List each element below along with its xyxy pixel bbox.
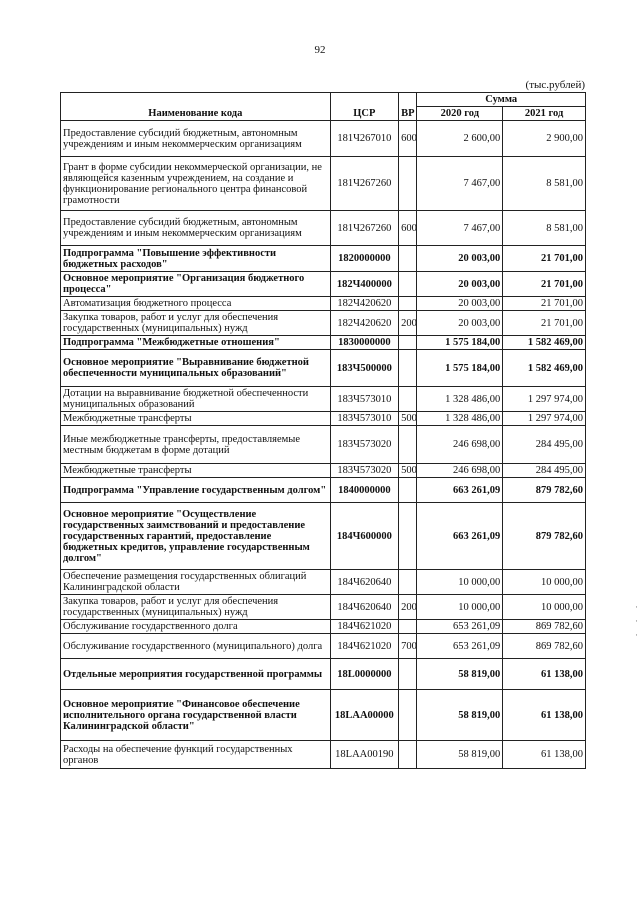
row-2021: 21 701,00 <box>503 297 586 311</box>
row-name: Закупка товаров, работ и услуг для обеспечения государственных (муниципальных) нужд <box>61 595 331 620</box>
table-row <box>61 659 586 690</box>
header-csr: ЦСР <box>330 93 398 121</box>
row-vr <box>399 157 417 211</box>
table-row <box>61 426 586 464</box>
row-vr <box>399 426 417 464</box>
table-row <box>61 478 586 503</box>
page-number: 92 <box>314 44 326 56</box>
row-2021: 10 000,00 <box>503 570 586 595</box>
header-name: Наименование кода <box>61 93 331 121</box>
row-vr <box>399 690 417 741</box>
row-name: Подпрограмма "Управление государственным долгом" <box>61 478 331 503</box>
row-2020: 7 467,00 <box>417 211 503 246</box>
row-2021: 869 782,60 <box>503 620 586 634</box>
row-vr <box>399 297 417 311</box>
header-year-2021: 2021 год <box>503 107 586 121</box>
row-csr: 18LAA00000 <box>330 690 398 741</box>
row-csr: 184Ч620640 <box>330 595 398 620</box>
table-row <box>61 121 586 157</box>
row-2021: 8 581,00 <box>503 211 586 246</box>
row-csr: 18L0000000 <box>330 659 398 690</box>
row-2020: 10 000,00 <box>417 570 503 595</box>
row-name: Автоматизация бюджетного процесса <box>61 297 331 311</box>
table-row <box>61 620 586 634</box>
row-2020: 58 819,00 <box>417 659 503 690</box>
row-2021: 284 495,00 <box>503 464 586 478</box>
row-2020: 653 261,09 <box>417 634 503 659</box>
row-2021: 8 581,00 <box>503 157 586 211</box>
table-row <box>61 741 586 769</box>
row-name: Расходы на обеспечение функций государственных органов <box>61 741 331 769</box>
header-year-2020: 2020 год <box>417 107 503 121</box>
header-vr: ВР <box>399 93 417 121</box>
row-csr: 182Ч420620 <box>330 311 398 336</box>
row-csr: 184Ч620640 <box>330 570 398 595</box>
table-row <box>61 634 586 659</box>
table-row <box>61 311 586 336</box>
row-2021: 61 138,00 <box>503 690 586 741</box>
row-csr: 18LAA00190 <box>330 741 398 769</box>
table-row <box>61 272 586 297</box>
table-row <box>61 412 586 426</box>
row-vr <box>399 503 417 570</box>
row-2021: 2 900,00 <box>503 121 586 157</box>
table-row <box>61 690 586 741</box>
row-2021: 1 582 469,00 <box>503 336 586 350</box>
table-row <box>61 570 586 595</box>
row-2020: 20 003,00 <box>417 311 503 336</box>
edge-scan-marks: · · · <box>635 602 638 640</box>
row-2020: 1 575 184,00 <box>417 336 503 350</box>
row-vr <box>399 350 417 387</box>
row-2021: 10 000,00 <box>503 595 586 620</box>
row-2021: 61 138,00 <box>503 741 586 769</box>
row-2020: 2 600,00 <box>417 121 503 157</box>
units-label: (тыс.рублей) <box>525 79 585 91</box>
row-name: Подпрограмма "Межбюджетные отношения" <box>61 336 331 350</box>
row-csr: 1830000000 <box>330 336 398 350</box>
row-vr <box>399 741 417 769</box>
row-2021: 869 782,60 <box>503 634 586 659</box>
row-2020: 1 328 486,00 <box>417 387 503 412</box>
row-2021: 1 582 469,00 <box>503 350 586 387</box>
row-2020: 1 328 486,00 <box>417 412 503 426</box>
table-row <box>61 387 586 412</box>
row-2020: 58 819,00 <box>417 690 503 741</box>
row-2020: 663 261,09 <box>417 503 503 570</box>
row-2021: 879 782,60 <box>503 478 586 503</box>
row-2021: 1 297 974,00 <box>503 387 586 412</box>
row-2021: 61 138,00 <box>503 659 586 690</box>
row-2020: 10 000,00 <box>417 595 503 620</box>
row-vr <box>399 336 417 350</box>
table-row <box>61 503 586 570</box>
row-name: Дотации на выравнивание бюджетной обеспеченности муниципальных образований <box>61 387 331 412</box>
row-name: Предоставление субсидий бюджетным, автономным учреждениям и иным некоммерческим организациям <box>61 121 331 157</box>
row-csr: 183Ч573010 <box>330 387 398 412</box>
row-csr: 182Ч400000 <box>330 272 398 297</box>
row-name: Обслуживание государственного долга <box>61 620 331 634</box>
row-name: Иные межбюджетные трансферты, предоставляемые местным бюджетам в форме дотаций <box>61 426 331 464</box>
row-vr <box>399 478 417 503</box>
row-csr: 184Ч621020 <box>330 620 398 634</box>
row-2021: 21 701,00 <box>503 272 586 297</box>
table-row <box>61 211 586 246</box>
row-name: Грант в форме субсидии некоммерческой организации, не являющейся казенным учреждением, на создание и функционирование регионального центра финансовой грамотности <box>61 157 331 211</box>
row-name: Межбюджетные трансферты <box>61 464 331 478</box>
row-vr: 200 <box>399 311 417 336</box>
row-vr <box>399 659 417 690</box>
table-row <box>61 246 586 272</box>
table-row <box>61 297 586 311</box>
row-2020: 246 698,00 <box>417 464 503 478</box>
row-csr: 184Ч600000 <box>330 503 398 570</box>
row-2020: 663 261,09 <box>417 478 503 503</box>
row-vr <box>399 246 417 272</box>
row-csr: 181Ч267260 <box>330 157 398 211</box>
table-row <box>61 595 586 620</box>
row-csr: 183Ч573020 <box>330 426 398 464</box>
table-row <box>61 464 586 478</box>
row-2021: 284 495,00 <box>503 426 586 464</box>
row-vr <box>399 620 417 634</box>
row-vr: 200 <box>399 595 417 620</box>
row-2020: 1 575 184,00 <box>417 350 503 387</box>
row-name: Обеспечение размещения государственных облигаций Калининградской области <box>61 570 331 595</box>
row-name: Обслуживание государственного (муниципального) долга <box>61 634 331 659</box>
row-vr: 500 <box>399 412 417 426</box>
row-2020: 653 261,09 <box>417 620 503 634</box>
row-2021: 879 782,60 <box>503 503 586 570</box>
row-name: Межбюджетные трансферты <box>61 412 331 426</box>
table-body <box>61 121 586 769</box>
row-2020: 7 467,00 <box>417 157 503 211</box>
row-name: Основное мероприятие "Выравнивание бюджетной обеспеченности муниципальных образований" <box>61 350 331 387</box>
row-name: Основное мероприятие "Организация бюджетного процесса" <box>61 272 331 297</box>
row-csr: 183Ч573010 <box>330 412 398 426</box>
table-row <box>61 336 586 350</box>
row-2021: 21 701,00 <box>503 246 586 272</box>
row-name: Основное мероприятие "Финансовое обеспечение исполнительного органа государственной власти Калининградской области" <box>61 690 331 741</box>
row-2020: 20 003,00 <box>417 297 503 311</box>
table-row <box>61 350 586 387</box>
row-vr <box>399 272 417 297</box>
row-csr: 183Ч500000 <box>330 350 398 387</box>
row-2021: 1 297 974,00 <box>503 412 586 426</box>
row-2020: 20 003,00 <box>417 272 503 297</box>
row-name: Отдельные мероприятия государственной программы <box>61 659 331 690</box>
row-name: Основное мероприятие "Осуществление государственных заимствований и предоставление государственных гарантий, предоставление бюджетных кредитов, управление государственным долгом" <box>61 503 331 570</box>
budget-table <box>60 92 586 769</box>
row-csr: 181Ч267010 <box>330 121 398 157</box>
row-csr: 1820000000 <box>330 246 398 272</box>
row-vr: 500 <box>399 464 417 478</box>
row-csr: 182Ч420620 <box>330 297 398 311</box>
row-csr: 181Ч267260 <box>330 211 398 246</box>
row-2020: 58 819,00 <box>417 741 503 769</box>
row-csr: 1840000000 <box>330 478 398 503</box>
table-row <box>61 157 586 211</box>
row-vr: 600 <box>399 211 417 246</box>
row-name: Предоставление субсидий бюджетным, автономным учреждениям и иным некоммерческим организациям <box>61 211 331 246</box>
row-name: Подпрограмма "Повышение эффективности бюджетных расходов" <box>61 246 331 272</box>
row-vr <box>399 570 417 595</box>
row-2021: 21 701,00 <box>503 311 586 336</box>
row-2020: 246 698,00 <box>417 426 503 464</box>
header-sum: Сумма <box>417 93 586 107</box>
row-2020: 20 003,00 <box>417 246 503 272</box>
row-vr: 600 <box>399 121 417 157</box>
row-vr: 700 <box>399 634 417 659</box>
row-csr: 183Ч573020 <box>330 464 398 478</box>
row-csr: 184Ч621020 <box>330 634 398 659</box>
row-name: Закупка товаров, работ и услуг для обеспечения государственных (муниципальных) нужд <box>61 311 331 336</box>
row-vr <box>399 387 417 412</box>
